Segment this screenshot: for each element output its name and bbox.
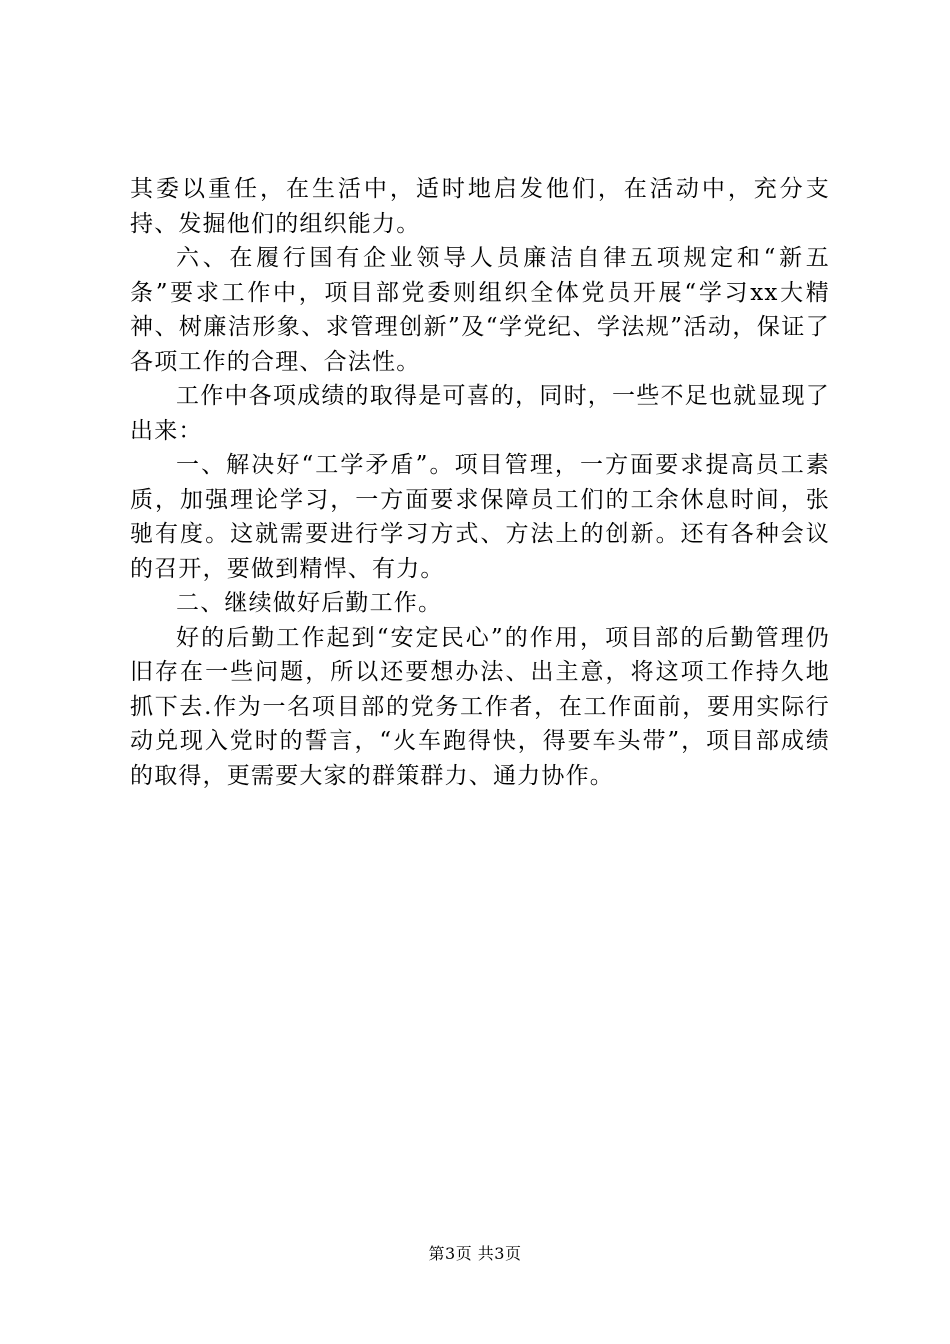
- paragraph-conclusion: 好的后勤工作起到“安定民心”的作用，项目部的后勤管理仍旧存在一些问题，所以还要想办法、出主意，将这项工作持久地抓下去.作为一名项目部的党务工作者，在工作面前，要用实际行动兑现入党时的誓言，“火车跑得快，得要车头带”，项目部成绩的取得，更需要大家的群策群力、通力协作。: [130, 624, 830, 789]
- paragraph-point-two: 二、继续做好后勤工作。: [176, 590, 443, 616]
- paragraph-point-one: 一、解决好“工学矛盾”。项目管理，一方面要求提高员工素质，加强理论学习，一方面要求保障员工们的工余休息时间，张驰有度。这就需要进行学习方式、方法上的创新。还有各种会议的召开，要做到精悍、有力。: [130, 452, 830, 582]
- page-number-label: 第3页 共3页: [428, 1244, 522, 1263]
- document-body: [130, 172, 830, 793]
- paragraph-shortcomings-intro: 工作中各项成绩的取得是可喜的，同时，一些不足也就显现了出来：: [130, 383, 830, 444]
- paragraph-item-six: 六、在履行国有企业领导人员廉洁自律五项规定和“新五条”要求工作中，项目部党委则组织全体党员开展“学习xx大精神、树廉洁形象、求管理创新”及“学党纪、学法规”活动，保证了各项工作的合理、合法性。: [130, 245, 830, 375]
- page-footer: [0, 1244, 950, 1264]
- paragraph-continuation: 其委以重任，在生活中，适时地启发他们，在活动中，充分支持、发掘他们的组织能力。: [130, 176, 830, 237]
